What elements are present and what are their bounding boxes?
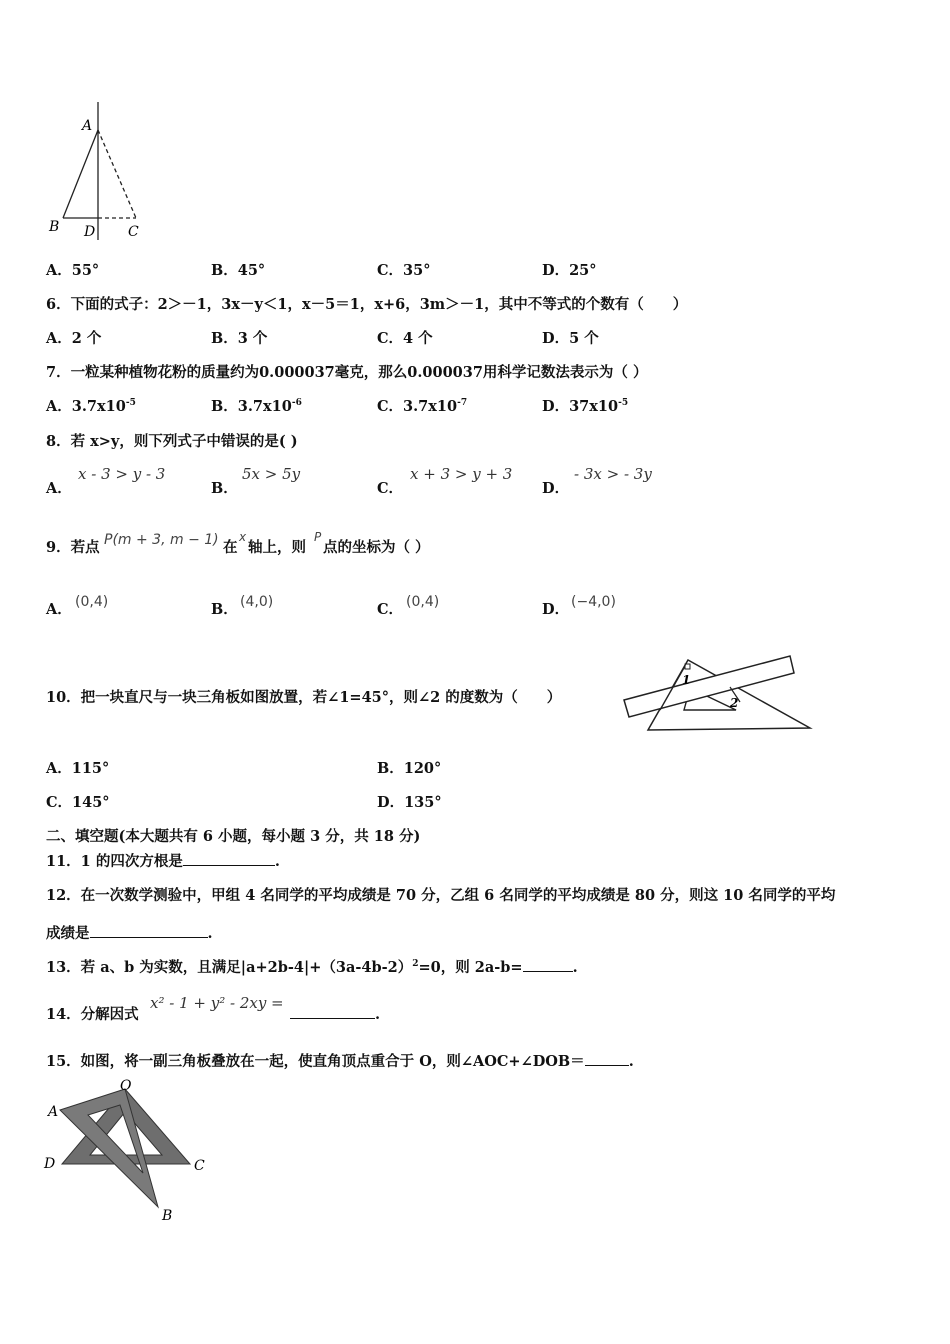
q7-option-c[interactable] [377,398,467,416]
q12-answer-blank[interactable] [90,925,208,938]
q8-option-d-expr: - 3x > - 3y [574,465,652,483]
q8-option-c-expr: x + 3 > y + 3 [410,465,513,483]
q6-option-b[interactable]: B．3 个 [211,330,268,347]
q10-stem: 10．把一块直尺与一块三角板如图放置，若∠1=45°，则∠2 的度数为（ ） [46,689,562,706]
q13-end: . [572,959,578,976]
q8-stem: 8．若 x>y，则下列式子中错误的是( ) [46,433,298,450]
q11-end: . [274,853,280,870]
q8-option-b-expr: 5x > 5y [242,465,301,483]
q9-option-a-val: (0,4) [75,594,109,610]
option-exp: -5 [125,398,136,409]
label-a: A [48,1104,59,1120]
q9-stem-a: 9．若点 [46,539,100,556]
label-o: O [120,1078,132,1094]
option-exp: -7 [457,398,468,409]
option-base: 37x10 [569,398,619,415]
q11-answer-blank[interactable] [183,853,275,866]
label-c: C [128,224,139,240]
q12-text: 成绩是 [46,925,90,942]
q8-option-a-expr: x - 3 > y - 3 [78,465,166,483]
q8-option-c[interactable] [377,480,403,498]
q5-option-a[interactable]: A．55° [46,262,100,279]
option-base: 3.7x10 [237,398,292,415]
q10-option-b[interactable]: B．120° [377,760,442,777]
q15-stem [46,1053,634,1071]
q7-option-a[interactable] [46,398,136,416]
option-label: C． [377,398,404,415]
q5-option-c[interactable]: C．35° [377,262,431,279]
q13-text-a: 13．若 a、b 为实数，且满足|a+2b-4|+（3a-4b-2） [46,959,413,976]
q12-line2 [46,925,213,943]
option-exp: -6 [291,398,302,409]
q10-option-a[interactable]: A．115° [46,760,110,777]
option-label: C． [377,601,404,618]
q6-option-c[interactable]: C．4 个 [377,330,433,347]
q6-stem: 6．下面的式子：2＞－1，3x－y＜1，x－5＝1，x+6，3m＞－1，其中不等式的个数有（ ） [46,296,688,313]
option-label: A． [46,398,72,415]
option-exp: -5 [618,398,629,409]
label-d: D [84,224,96,240]
q15-end: . [628,1053,634,1070]
option-label: B． [211,480,238,497]
option-label: D． [542,601,570,618]
q11-stem [46,853,280,871]
q9-option-b-val: (4,0) [240,594,274,610]
option-label: D． [542,480,570,497]
label-b: B [49,219,60,235]
q15-answer-blank[interactable] [585,1053,629,1066]
q10-option-c[interactable]: C．145° [46,794,110,811]
option-label: D． [542,398,570,415]
option-label: C． [377,480,404,497]
q13-exp: 2 [412,959,419,970]
q14-answer-blank[interactable] [290,1006,375,1019]
q14-answer [290,1006,380,1024]
label-b: B [162,1208,173,1224]
q13-text-b: =0，则 2a-b= [418,959,523,976]
q9-stem-c: 轴上，则 [248,539,306,556]
q15-text: 15．如图，将一副三角板叠放在一起，使直角顶点重合于 O，则∠AOC+∠DOB＝ [46,1053,585,1070]
label-d: D [44,1156,56,1172]
option-label: B． [211,398,238,415]
angle-2-label: 2 [730,696,739,710]
section-2-heading: 二、填空题(本大题共有 6 小题，每小题 3 分，共 18 分) [46,828,421,845]
q7-stem: 7．一粒某种植物花粉的质量约为0.000037毫克，那么0.000037用科学记数法表示为（ ） [46,364,648,381]
set-squares-figure-q15 [40,1078,215,1228]
q9-option-b[interactable] [211,601,238,619]
ruler-triangle-figure-q10 [620,650,820,740]
option-base: 3.7x10 [71,398,126,415]
q14-expr: x² - 1 + y² - 2xy = [150,994,284,1012]
q8-option-d[interactable] [542,480,569,498]
option-label: A． [46,480,72,497]
q5-option-d[interactable]: D．25° [542,262,597,279]
angle-1-label: 1 [682,673,691,687]
q12-line1: 12．在一次数学测验中，甲组 4 名同学的平均成绩是 70 分，乙组 6 名同学的平均成绩是 80 分，则这 10 名同学的平均 [46,887,836,904]
q9-option-c[interactable] [377,601,403,619]
q9-point: P(m + 3, m − 1) [104,532,219,548]
q9-stem-d: 点的坐标为（ ） [323,539,430,556]
q8-option-b[interactable] [211,480,238,498]
q11-text: 11．1 的四次方根是 [46,853,183,870]
q9-p: P [314,530,322,544]
q9-stem-b: 在 [223,539,238,556]
q9-axis: x [239,530,247,544]
option-label: A． [46,601,72,618]
q12-end: . [207,925,213,942]
q10-option-d[interactable]: D．135° [377,794,442,811]
q9-option-d[interactable] [542,601,569,619]
q6-option-d[interactable]: D．5 个 [542,330,599,347]
label-c: C [194,1158,205,1174]
q6-option-a[interactable]: A．2 个 [46,330,102,347]
q14-end: . [375,1006,381,1023]
q5-option-b[interactable]: B．45° [211,262,266,279]
q9-option-c-val: (0,4) [406,594,440,610]
option-base: 3.7x10 [403,398,458,415]
q9-option-a[interactable] [46,601,72,619]
q13-answer-blank[interactable] [523,959,573,972]
q7-option-d[interactable] [542,398,628,416]
triangle-figure-q5 [40,100,160,245]
q8-option-a[interactable] [46,480,72,498]
option-label: B． [211,601,238,618]
q7-option-b[interactable] [211,398,302,416]
q9-option-d-val: (−4,0) [571,594,616,610]
label-a: A [82,118,93,134]
q13-stem [46,959,578,977]
q14-stem: 14．分解因式 [46,1006,139,1023]
